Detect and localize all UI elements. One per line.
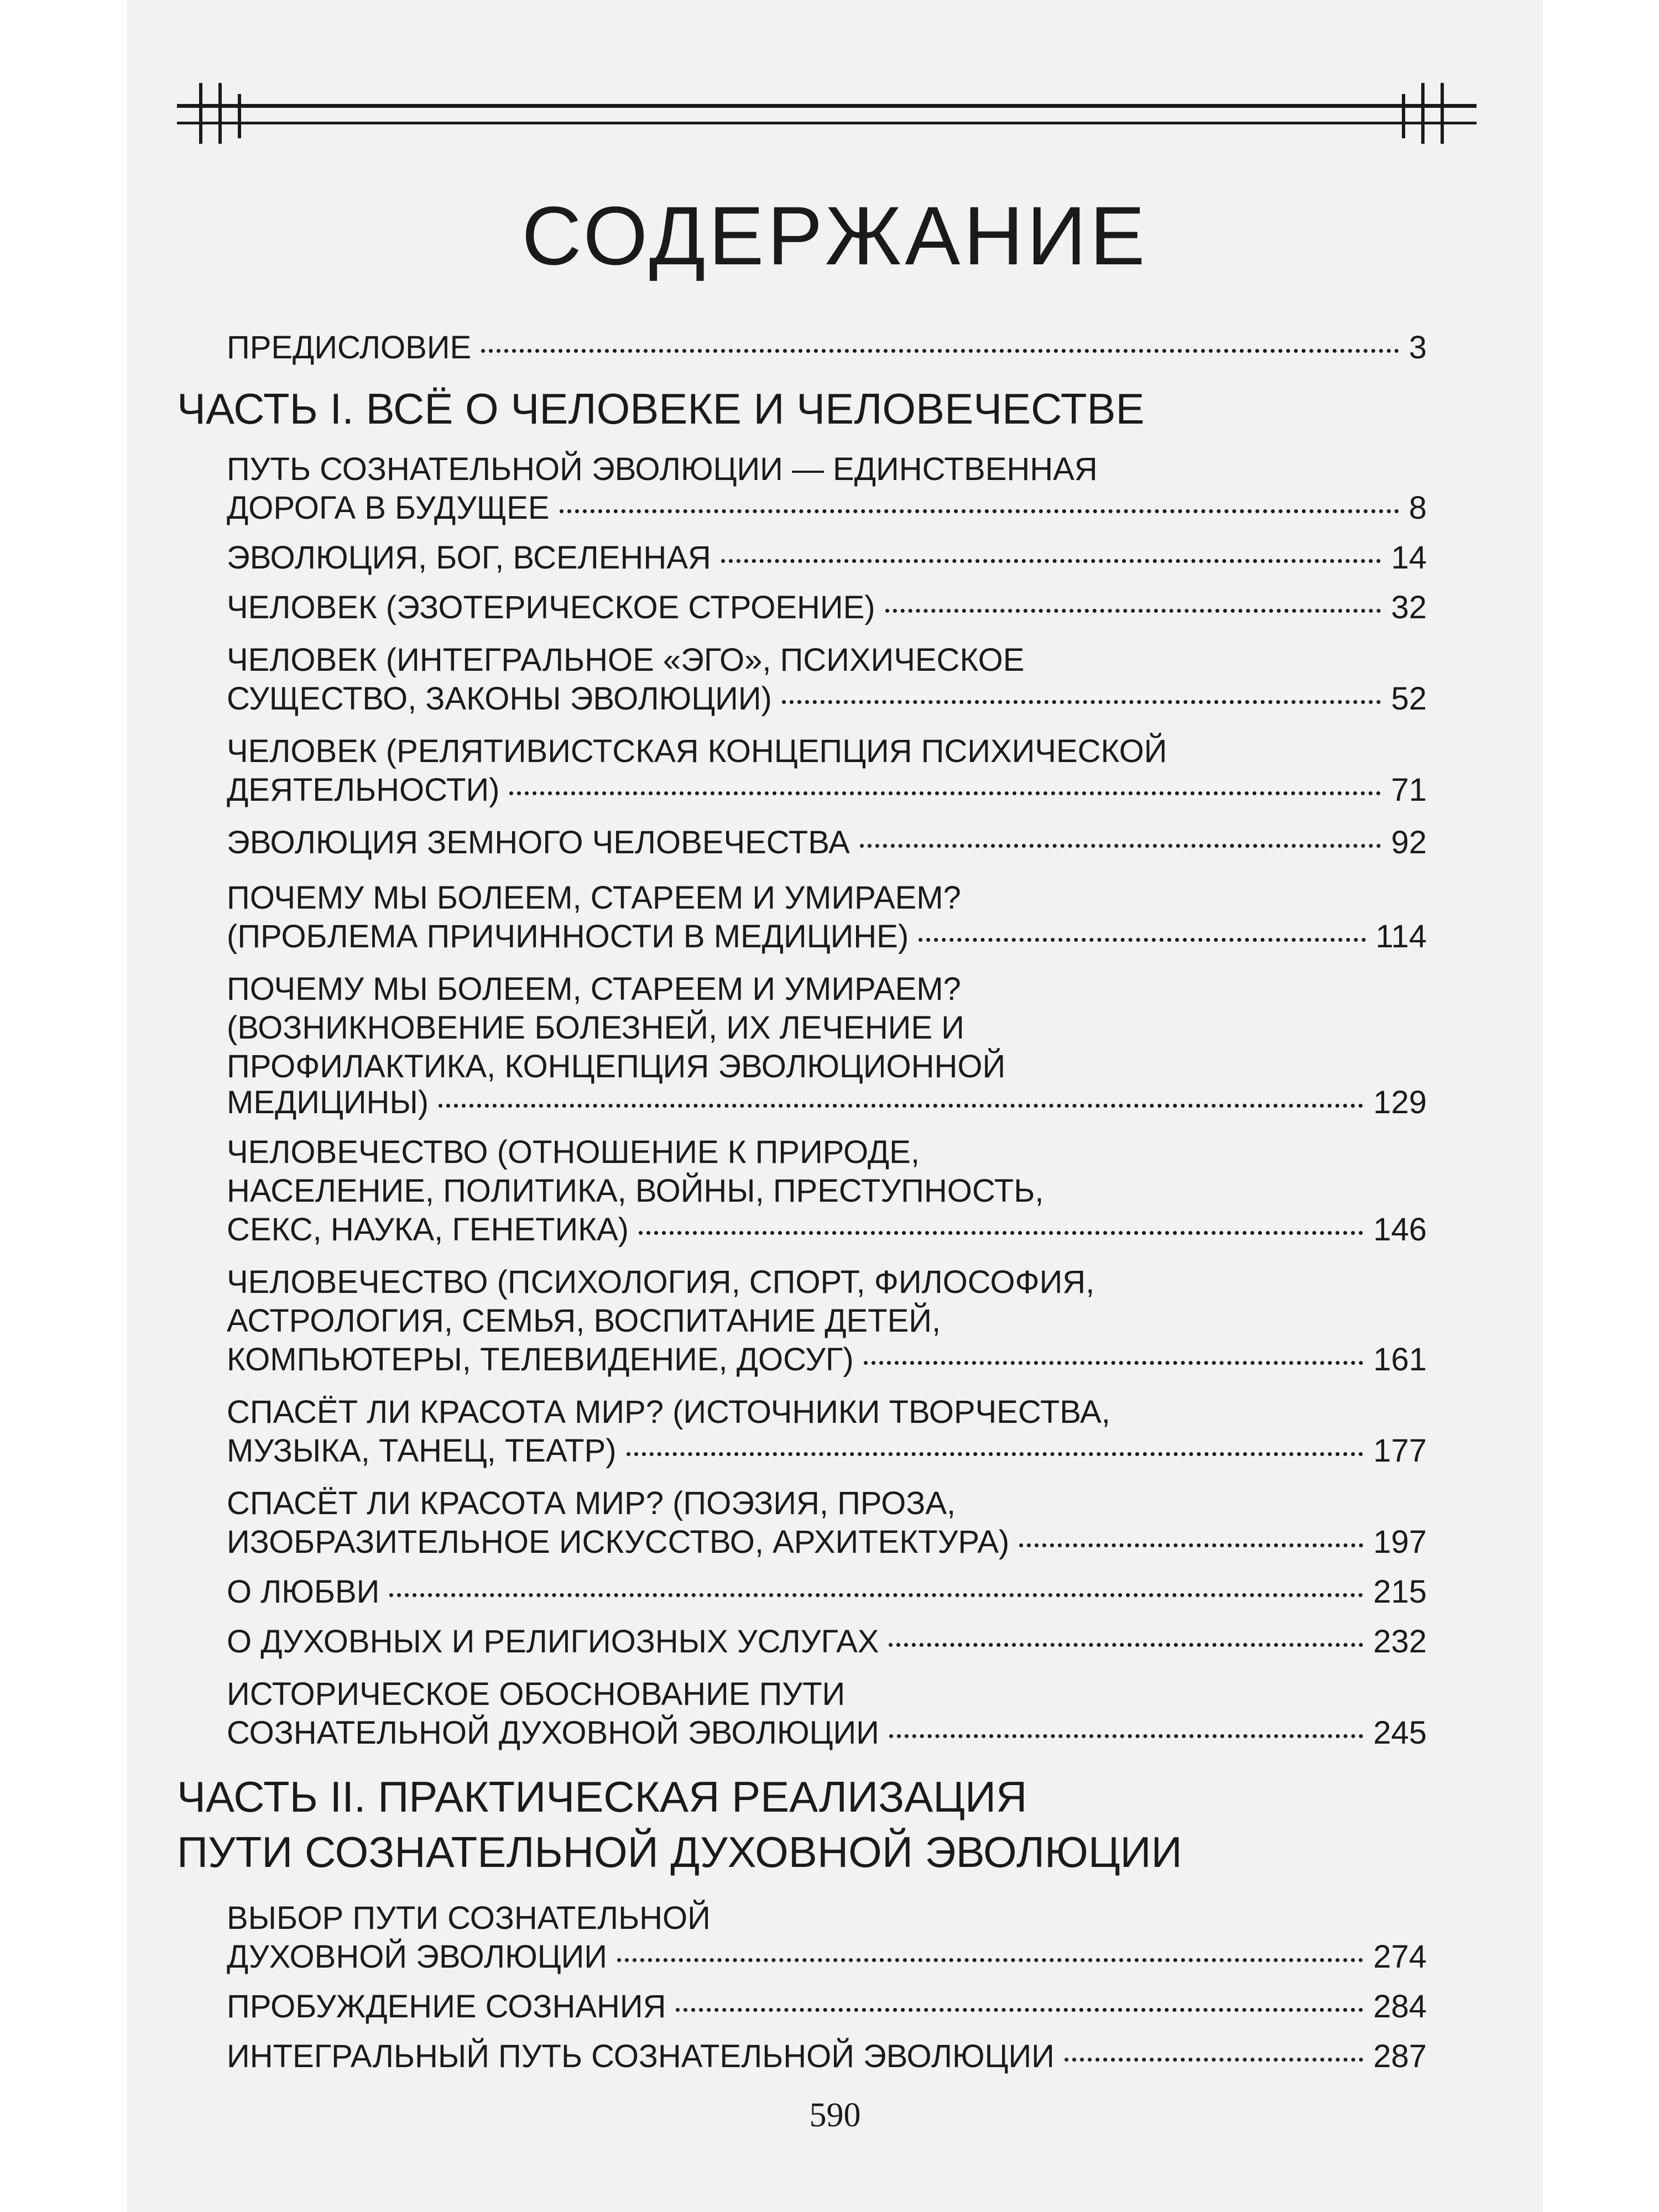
toc-entry-label: МЕДИЦИНЫ) xyxy=(227,1084,429,1120)
toc-entry-page: 161 xyxy=(1373,1342,1427,1378)
toc-entry xyxy=(227,492,1427,524)
toc-entry-line: СПАСЁТ ЛИ КРАСОТА МИР? (ИСТОЧНИКИ ТВОРЧЕСТВА, xyxy=(227,1394,1110,1430)
toc-entry-label: ЭВОЛЮЦИЯ ЗЕМНОГО ЧЕЛОВЕЧЕСТВА xyxy=(227,825,850,860)
toc-entry-label: ЭВОЛЮЦИЯ, БОГ, ВСЕЛЕННАЯ xyxy=(227,540,711,576)
toc-entry xyxy=(227,1991,1427,2023)
leader-dots xyxy=(889,1734,1363,1738)
header-ornament-right xyxy=(1441,83,1444,144)
toc-entry-label: О ДУХОВНЫХ И РЕЛИГИОЗНЫХ УСЛУГАХ xyxy=(227,1624,879,1660)
toc-entry-label: ДУХОВНОЙ ЭВОЛЮЦИИ xyxy=(227,1939,607,1975)
toc-entry xyxy=(227,1526,1427,1558)
toc-entry-label: СЕКС, НАУКА, ГЕНЕТИКА) xyxy=(227,1212,629,1248)
leader-dots xyxy=(639,1231,1363,1235)
leader-dots xyxy=(560,509,1399,513)
leader-dots xyxy=(389,1593,1363,1597)
leader-dots xyxy=(617,1958,1363,1962)
toc-entry-line: ПОЧЕМУ МЫ БОЛЕЕМ, СТАРЕЕМ И УМИРАЕМ? xyxy=(227,880,961,916)
leader-dots xyxy=(885,609,1381,613)
toc-entry-line: ЧЕЛОВЕК (РЕЛЯТИВИСТСКАЯ КОНЦЕПЦИЯ ПСИХИЧЕСКОЙ xyxy=(227,733,1167,769)
header-ornament-left xyxy=(238,94,241,138)
header-ornament-right xyxy=(1402,94,1405,138)
toc-entry-page: 114 xyxy=(1375,919,1427,954)
header-ornament-right xyxy=(1421,83,1425,144)
toc-entry xyxy=(227,921,1427,953)
toc-entry-line: ПУТЬ СОЗНАТЕЛЬНОЙ ЭВОЛЮЦИИ — ЕДИНСТВЕННАЯ xyxy=(227,451,1098,487)
leader-dots xyxy=(889,1643,1363,1647)
toc-entry xyxy=(227,1214,1427,1246)
leader-dots xyxy=(676,2008,1363,2012)
toc-entry xyxy=(227,2038,1427,2074)
toc-entry-label: ИНТЕГРАЛЬНЫЙ ПУТЬ СОЗНАТЕЛЬНОЙ ЭВОЛЮЦИИ xyxy=(227,2038,1055,2074)
leader-dots xyxy=(782,700,1381,704)
toc-entry-preface xyxy=(227,332,1427,364)
toc-entry-line: ЧЕЛОВЕЧЕСТВО (ПСИХОЛОГИЯ, СПОРТ, ФИЛОСОФИЯ, xyxy=(227,1264,1095,1300)
toc-entry-page: 197 xyxy=(1373,1524,1427,1560)
leader-dots xyxy=(864,1361,1364,1365)
toc-entry xyxy=(227,542,1427,574)
book-page xyxy=(127,0,1543,2212)
toc-entry-page: 8 xyxy=(1408,490,1427,526)
toc-entry-page: 14 xyxy=(1391,540,1427,576)
toc-entry xyxy=(227,1435,1427,1467)
toc-entry-line: ПОЧЕМУ МЫ БОЛЕЕМ, СТАРЕЕМ И УМИРАЕМ? xyxy=(227,971,961,1007)
toc-entry-label: ЧЕЛОВЕК (ЭЗОТЕРИЧЕСКОЕ СТРОЕНИЕ) xyxy=(227,589,875,625)
toc-entry-label: ДОРОГА В БУДУЩЕЕ xyxy=(227,490,550,526)
toc-entry-line: НАСЕЛЕНИЕ, ПОЛИТИКА, ВОЙНЫ, ПРЕСТУПНОСТЬ, xyxy=(227,1173,1044,1209)
toc-entry-page: 129 xyxy=(1373,1084,1427,1120)
toc-entry xyxy=(227,589,1427,625)
toc-entry-label: КОМПЬЮТЕРЫ, ТЕЛЕВИДЕНИЕ, ДОСУГ) xyxy=(227,1342,854,1378)
page-number: 590 xyxy=(809,2096,861,2134)
toc-entry-label: ДЕЯТЕЛЬНОСТИ) xyxy=(227,772,500,808)
toc-entry-page: 92 xyxy=(1391,825,1427,860)
toc-entry-label: ПРЕДИСЛОВИЕ xyxy=(227,330,472,366)
toc-entry-page: 232 xyxy=(1373,1624,1427,1660)
toc-entry-line: АСТРОЛОГИЯ, СЕМЬЯ, ВОСПИТАНИЕ ДЕТЕЙ, xyxy=(227,1303,941,1339)
toc-entry-page: 287 xyxy=(1373,2038,1427,2074)
toc-entry-label: ПРОБУЖДЕНИЕ СОЗНАНИЯ xyxy=(227,1989,666,2025)
toc-entry xyxy=(227,827,1427,859)
toc-entry xyxy=(227,1941,1427,1973)
toc-entry-line: ИСТОРИЧЕСКОЕ ОБОСНОВАНИЕ ПУТИ xyxy=(227,1676,846,1712)
toc-entry-page: 284 xyxy=(1373,1989,1427,2025)
toc-entry xyxy=(227,1626,1427,1658)
page-title: СОДЕРЖАНИЕ xyxy=(521,189,1149,282)
leader-dots xyxy=(1019,1543,1363,1547)
toc-entry xyxy=(227,683,1427,715)
header-rule-bottom xyxy=(177,122,1477,124)
toc-entry-line: ПРОФИЛАКТИКА, КОНЦЕПЦИЯ ЭВОЛЮЦИОННОЙ xyxy=(227,1048,1006,1084)
header-ornament-left xyxy=(218,83,222,144)
toc-entry xyxy=(227,1344,1427,1376)
toc-entry-page: 215 xyxy=(1373,1574,1427,1610)
leader-dots xyxy=(627,1452,1364,1456)
toc-entry-label: СОЗНАТЕЛЬНОЙ ДУХОВНОЙ ЭВОЛЮЦИИ xyxy=(227,1715,879,1751)
toc-entry-label: (ПРОБЛЕМА ПРИЧИННОСТИ В МЕДИЦИНЕ) xyxy=(227,919,909,954)
toc-entry-page: 177 xyxy=(1373,1433,1427,1469)
leader-dots xyxy=(919,938,1365,942)
toc-entry-page: 146 xyxy=(1373,1212,1427,1248)
toc-entry-label: МУЗЫКА, ТАНЕЦ, ТЕАТР) xyxy=(227,1433,617,1469)
part-heading: ПУТИ СОЗНАТЕЛЬНОЙ ДУХОВНОЙ ЭВОЛЮЦИИ xyxy=(177,1828,1182,1876)
toc-entry-line: (ВОЗНИКНОВЕНИЕ БОЛЕЗНЕЙ, ИХ ЛЕЧЕНИЕ И xyxy=(227,1010,964,1046)
toc-entry-page: 3 xyxy=(1408,330,1427,366)
toc-entry xyxy=(227,1576,1427,1608)
toc-entry-line: ЧЕЛОВЕК (ИНТЕГРАЛЬНОЕ «ЭГО», ПСИХИЧЕСКОЕ xyxy=(227,642,1025,678)
leader-dots xyxy=(721,559,1381,563)
toc-entry xyxy=(227,1717,1427,1749)
toc-entry-label: СУЩЕСТВО, ЗАКОНЫ ЭВОЛЮЦИИ) xyxy=(227,681,772,717)
toc-entry-page: 245 xyxy=(1373,1715,1427,1751)
leader-dots xyxy=(439,1104,1363,1108)
leader-dots xyxy=(509,791,1381,795)
toc-entry-line: ВЫБОР ПУТИ СОЗНАТЕЛЬНОЙ xyxy=(227,1900,711,1936)
toc-entry-page: 71 xyxy=(1391,772,1427,808)
toc-entry xyxy=(227,1084,1427,1120)
toc-entry xyxy=(227,774,1427,806)
toc-entry-page: 274 xyxy=(1373,1939,1427,1975)
part-heading: ЧАСТЬ II. ПРАКТИЧЕСКАЯ РЕАЛИЗАЦИЯ xyxy=(177,1772,1027,1821)
part-heading: ЧАСТЬ I. ВСЁ О ЧЕЛОВЕКЕ И ЧЕЛОВЕЧЕСТВЕ xyxy=(177,384,1145,433)
toc-entry-page: 52 xyxy=(1391,681,1427,717)
toc-entry-label: О ЛЮБВИ xyxy=(227,1574,380,1610)
leader-dots xyxy=(1065,2058,1363,2062)
header-rule-top xyxy=(177,104,1477,108)
toc-entry-label: ИЗОБРАЗИТЕЛЬНОЕ ИСКУССТВО, АРХИТЕКТУРА) xyxy=(227,1524,1010,1560)
header-ornament-left xyxy=(199,83,202,144)
leader-dots xyxy=(860,844,1381,848)
toc-entry-line: СПАСЁТ ЛИ КРАСОТА МИР? (ПОЭЗИЯ, ПРОЗА, xyxy=(227,1485,956,1521)
leader-dots xyxy=(481,349,1399,353)
toc-entry-line: ЧЕЛОВЕЧЕСТВО (ОТНОШЕНИЕ К ПРИРОДЕ, xyxy=(227,1134,920,1170)
toc-entry-page: 32 xyxy=(1391,589,1427,625)
